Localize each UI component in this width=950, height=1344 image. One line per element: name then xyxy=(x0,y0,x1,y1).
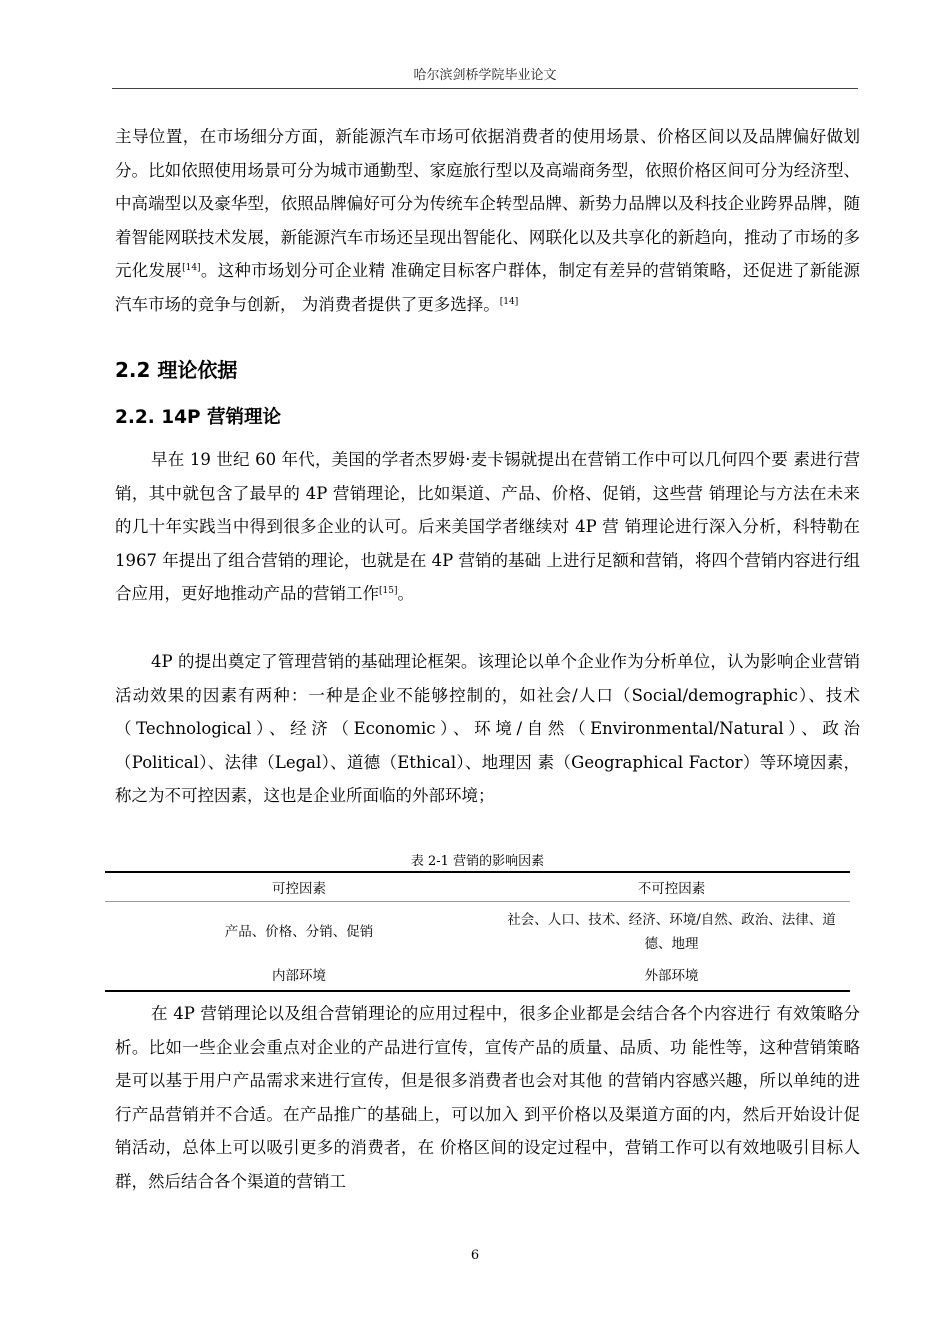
table-caption: 表 2-1 营销的影响因素 xyxy=(410,854,545,869)
table-row xyxy=(105,962,850,991)
table-header-row xyxy=(105,872,850,902)
citation: [14] xyxy=(499,296,519,307)
table-cell: 内部环境 xyxy=(105,962,493,991)
section-heading: 2.2 理论依据 xyxy=(115,358,238,382)
paragraph-application xyxy=(115,997,860,1198)
paragraph-4p-history xyxy=(115,443,860,611)
table-cell: 外部环境 xyxy=(493,962,850,991)
paragraph-market-segmentation xyxy=(115,120,860,321)
paragraph-text: 4P 的提出奠定了管理营销的基础理论框架。该理论以单个企业作为分析单位，认为影响企业营销活动效果的因素有两种：一种是企业不能够控制的，如社会/人口（Social/demographic）、技术（Technological）、经济（Economic）、环境/自然（Environmental/Natural）、政治（Political）、法律（Legal）、道德（Ethical）、地理因 素（Geographical Factor）等环境因素，称之为不可控因素，这也是企业所面临的外部环境； xyxy=(115,652,860,805)
page-header: 哈尔滨剑桥学院毕业论文 xyxy=(413,68,557,83)
table-header-cell: 不可控因素 xyxy=(493,872,850,902)
paragraph-text: 。这种市场划分可企业精 准确定目标客户群体，制定有差异的营销策略，还促进了新能源汽车市场的竞争与创新， 为消费者提供了更多选择。 xyxy=(115,261,861,314)
table-row xyxy=(105,902,850,963)
subsection-heading: 2.2. 14P 营销理论 xyxy=(115,407,281,428)
page-number: 6 xyxy=(470,1248,480,1263)
table-cell: 社会、人口、技术、经济、环境/自然、政治、法律、道德、地理 xyxy=(507,912,836,952)
citation: [14] xyxy=(182,263,201,273)
table-cell: 产品、价格、分销、促销 xyxy=(224,924,374,940)
citation: [15] xyxy=(379,586,398,596)
paragraph-text: 。 xyxy=(397,584,414,603)
paragraph-text: 在 4P 营销理论以及组合营销理论的应用过程中，很多企业都是会结合各个内容进行 有效策略分析。比如一些企业会重点对企业的产品进行宣传，宣传产品的质量、品质、功 能性等，这种营销策略是可以基于用户产品需求来进行宣传，但是很多消费者也会对其他 的营销内容感兴趣，所以单纯的进行产品营销并不合适。在产品推广的基础上，可以加入 到平价格以及渠道方面的内，然后开始设计促销活动，总体上可以吸引更多的消费者，在 价格区间的设定过程中，营销工作可以有效地吸引目标人群，然后结合各个渠道的营销工 xyxy=(115,1004,860,1191)
paragraph-text: 早在 19 世纪 60 年代，美国的学者杰罗姆·麦卡锡就提出在营销工作中可以几何四个要 素进行营销，其中就包含了最早的 4P 营销理论，比如渠道、产品、价格、促销，这些营 销理论与方法在未来的几十年实践当中得到很多企业的认可。后来美国学者继续对 4P 营 销理论进行深入分析，科特勒在 1967 年提出了组合营销的理论，也就是在 4P 营销的基础 上进行足额和营销，将四个营销内容进行组合应用，更好地推动产品的营销工作 xyxy=(115,450,860,603)
header-rule xyxy=(112,88,858,89)
marketing-factors-table xyxy=(105,871,850,992)
paragraph-4p-framework xyxy=(115,645,860,813)
paragraph-text: 主导位置，在市场细分方面，新能源汽车市场可依据消费者的使用场景、价格区间以及品牌偏好做划分。比如依照使用场景可分为城市通勤型、家庭旅行型以及高端商务型，依照价格区间可分为经济型、中高端型以及豪华型，依照品牌偏好可分为传统车企转型品牌、新势力品牌以及科技企业跨界品牌，随着智能网联技术发展，新能源汽车市场还呈现出智能化、网联化以及共享化的新趋向，推动了市场的多元化发展 xyxy=(115,127,860,280)
table-header-cell: 可控因素 xyxy=(105,872,493,902)
